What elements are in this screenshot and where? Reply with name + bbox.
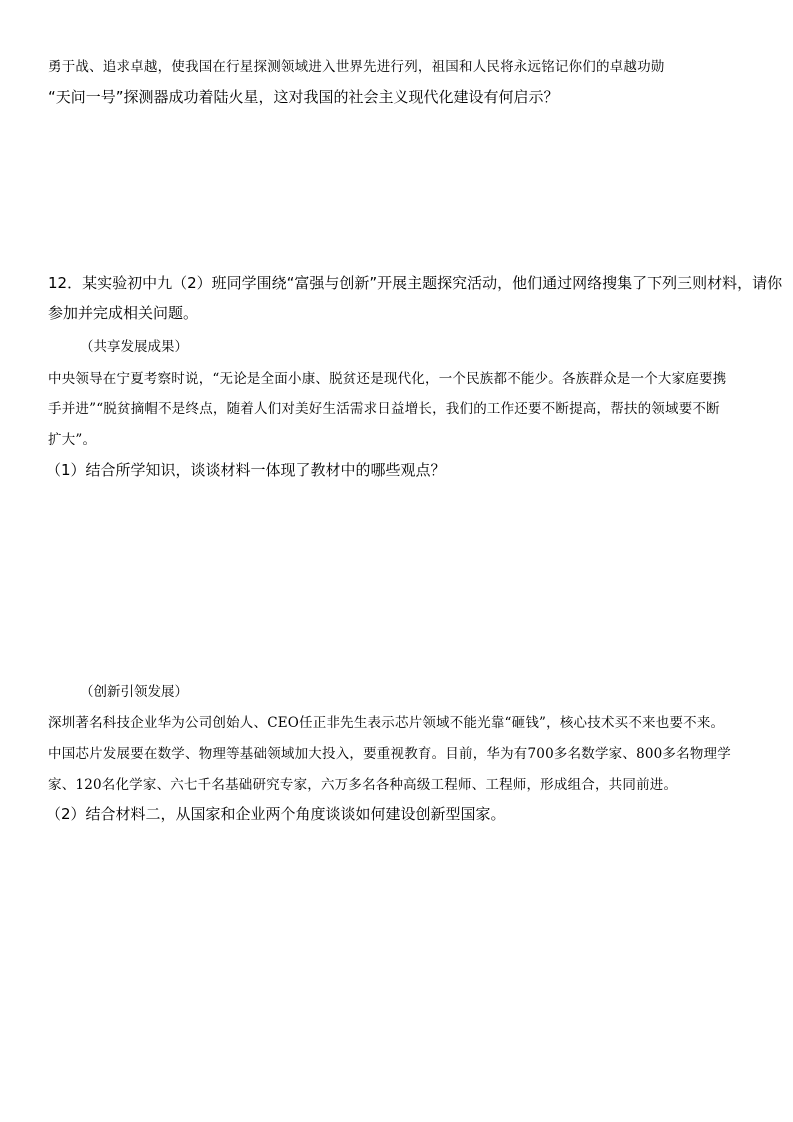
sub-question-2: （2）结合材料二，从国家和企业两个角度谈谈如何建设创新型国家。 bbox=[46, 805, 506, 823]
material-1-line: 扩大”。 bbox=[48, 432, 97, 448]
sub-question-1: （1）结合所学知识，谈谈材料一体现了教材中的哪些观点？ bbox=[46, 461, 446, 479]
question-12-line-1: 12．某实验初中九（2）班同学围绕“富强与创新”开展主题探究活动，他们通过网络搜集了下列三则材料，请你 bbox=[48, 274, 783, 292]
material-1-line: 中央领导在宁夏考察时说，“无论是全面小康、脱贫还是现代化，一个民族都不能少。各族群众是一个大家庭要携 bbox=[48, 371, 727, 387]
question-12-line-2: 参加并完成相关问题。 bbox=[48, 304, 199, 322]
material-1-line: 手并进”“脱贫摘帽不是终点，随着人们对美好生活需求日益增长，我们的工作还要不断提高，帮扶的领域要不断 bbox=[48, 401, 720, 417]
material-1-heading: （共享发展成果） bbox=[80, 339, 188, 355]
material-2-line: 深圳著名科技企业华为公司创始人、CEO任正非先生表示芯片领域不能光靠“砸钱”，核心技术买不来也要不来。 bbox=[48, 715, 725, 731]
question-text: “天问一号”探测器成功着陆火星，这对我国的社会主义现代化建设有何启示？ bbox=[48, 88, 559, 106]
material-2-line: 家、120名化学家、六七千名基础研究专家，六万多名各种高级工程师、工程师，形成组合，共同前进。 bbox=[48, 777, 678, 793]
material-2-heading: （创新引领发展） bbox=[80, 684, 188, 700]
material-2-line: 中国芯片发展要在数学、物理等基础领域加大投入，要重视教育。目前，华为有700多名数学家、800多名物理学 bbox=[48, 746, 731, 762]
material-text-line: 勇于战、追求卓越，使我国在行星探测领域进入世界先进行列，祖国和人民将永远铭记你们的卓越功勋 bbox=[48, 59, 665, 75]
